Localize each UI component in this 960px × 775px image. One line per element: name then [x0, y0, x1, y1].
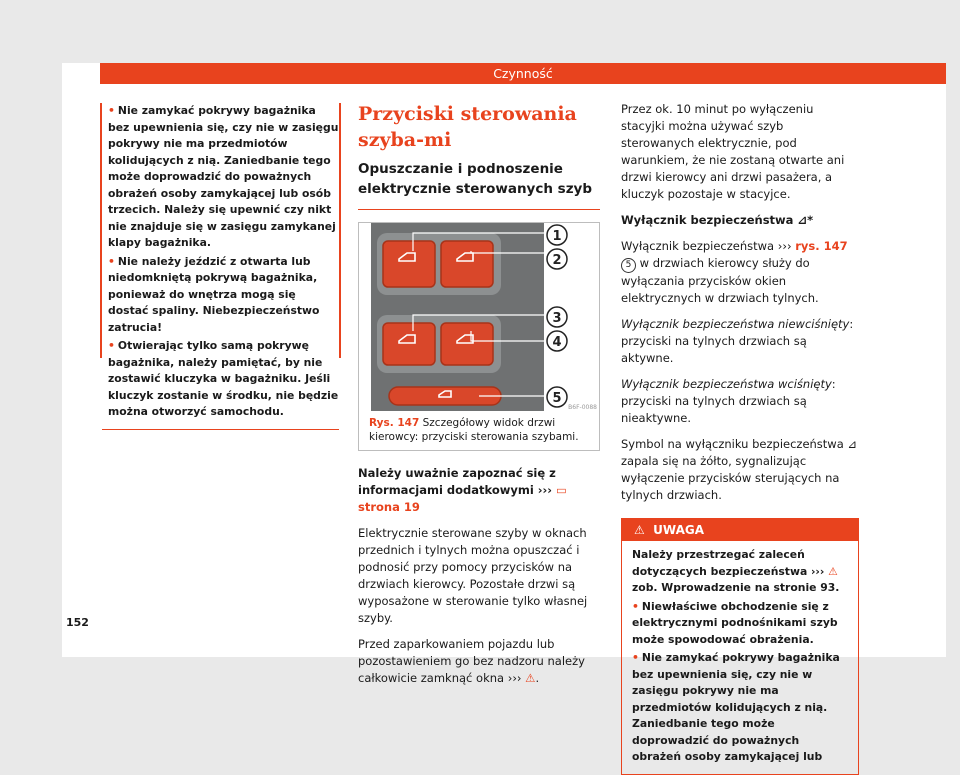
- middle-column: [358, 101, 600, 696]
- paragraph: Elektrycznie sterowane szyby w oknach przednich i tylnych można opuszczać i podnosić przy pomocy przycisków na drzwiach kierowcy. Pozostałe drzwi są wyposażone w sterowanie tylko własnej szyby.: [358, 526, 588, 625]
- left-column: [102, 103, 339, 430]
- callout-1-label: 1: [552, 229, 562, 244]
- figure-147: [358, 222, 600, 451]
- warning-icon: ⚠: [525, 671, 536, 685]
- read-more-link[interactable]: strona 19: [358, 500, 420, 514]
- paragraph: Symbol na wyłączniku bezpieczeństwa ⊿ zapala się na żółto, sygnalizując wyłączenie przycisków sterujących na tylnych drzwiach.: [621, 437, 858, 502]
- warning-border-right: [339, 103, 341, 358]
- callout-4-label: 4: [552, 335, 562, 350]
- figure-ref-link[interactable]: rys. 147: [795, 239, 848, 253]
- paragraph: Przez ok. 10 minut po wyłączeniu stacyjki można używać szyb sterowanych elektrycznie, pod warunkiem, że nie zostaną otwarte ani drzwi kierowcy ani drzwi pasażera, a kluczyk pozostaje w stacyjce.: [621, 102, 845, 201]
- section-header: Czynność: [100, 63, 946, 84]
- warning-border-left: [100, 103, 102, 358]
- warning-item: • Nie zamykać pokrywy bagażnika bez upewnienia się, czy nie w zasięgu pokrywy nie ma przedmiotów kolidujących z nią. Zaniedbanie tego może doprowadzić do poważnych obrażeń osoby zamykającej lub osób trzecich. Należy się upewnić czy nikt nie znajduje się w zasięgu zamykanej klapy bagażnika.: [108, 104, 339, 249]
- warning-icon: ⚠: [634, 523, 645, 537]
- uwaga-box: [621, 518, 859, 775]
- page-number: 152: [66, 616, 89, 629]
- uwaga-intro: Należy przestrzegać zaleceń dotyczących bezpieczeństwa ››› ⚠ zob. Wprowadzenie na stronie 93.: [632, 548, 840, 594]
- section-subtitle: Opuszczanie i podnoszenie elektrycznie sterowanych szyb: [358, 159, 600, 210]
- paragraph: Wyłącznik bezpieczeństwa ››› rys. 147 5 w drzwiach kierowcy służy do wyłączania przycisków okien elektrycznych w drzwiach tylnych.: [621, 239, 848, 305]
- window-lock-icon: ⊿: [847, 437, 858, 451]
- book-icon: ▭: [556, 483, 567, 497]
- read-more-heading: Należy uważnie zapoznać się z informacjami dodatkowymi ››› ▭ strona 19: [358, 466, 567, 514]
- callout-ref-5: 5: [621, 258, 636, 273]
- figure-code: B6F-0088: [568, 404, 597, 411]
- figure-caption: Rys. 147 Szczegółowy widok drzwi kierowcy: przyciski sterowania szybami.: [369, 417, 579, 443]
- window-switch-illustration: [359, 223, 599, 411]
- callout-3-label: 3: [552, 311, 562, 326]
- right-column: [621, 101, 859, 775]
- uwaga-item: • Niewłaściwe obchodzenie się z elektrycznymi podnośnikami szyb może spowodować obrażenia.: [632, 599, 838, 646]
- callout-5-label: 5: [552, 391, 562, 406]
- paragraph: Przed zaparkowaniem pojazdu lub pozostawieniem go bez nadzoru należy całkowicie zamknąć okna ››› ⚠.: [358, 637, 585, 685]
- uwaga-item: • Nie zamykać pokrywy bagażnika bez upewnienia się, czy nie w zasięgu pokrywy nie ma przedmiotów kolidujących z nią. Zaniedbanie tego może doprowadzić do poważnych obrażeń osoby zamykającej lub: [632, 651, 840, 763]
- paragraph: Wyłącznik bezpieczeństwa wciśnięty: przyciski na tylnych drzwiach są nieaktywne.: [621, 377, 836, 425]
- paragraph: Wyłącznik bezpieczeństwa niewciśnięty: przyciski na tylnych drzwiach są aktywne.: [621, 317, 854, 365]
- warning-item: • Nie należy jeździć z otwarta lub niedomkniętą pokrywą bagażnika, ponieważ do wnętrza mogą się dostać spaliny. Niebezpieczeństwo zatrucia!: [108, 254, 320, 334]
- uwaga-header: ⚠ UWAGA: [622, 519, 858, 541]
- callout-2-label: 2: [552, 253, 562, 268]
- warning-item: • Otwierając tylko samą pokrywę bagażnika, należy pamiętać, by nie zostawić kluczyka w bagażniku. Jeśli kluczyk zostanie w środku, nie będzie można otworzyć samochodu.: [108, 339, 339, 418]
- section-title: Przyciski sterowania szyba-mi: [358, 103, 577, 151]
- safety-switch-heading: Wyłącznik bezpieczeństwa ⊿*: [621, 213, 814, 227]
- window-lock-icon: ⊿: [797, 213, 808, 227]
- warning-continuation: [102, 103, 339, 430]
- warning-icon: ⚠: [828, 564, 838, 578]
